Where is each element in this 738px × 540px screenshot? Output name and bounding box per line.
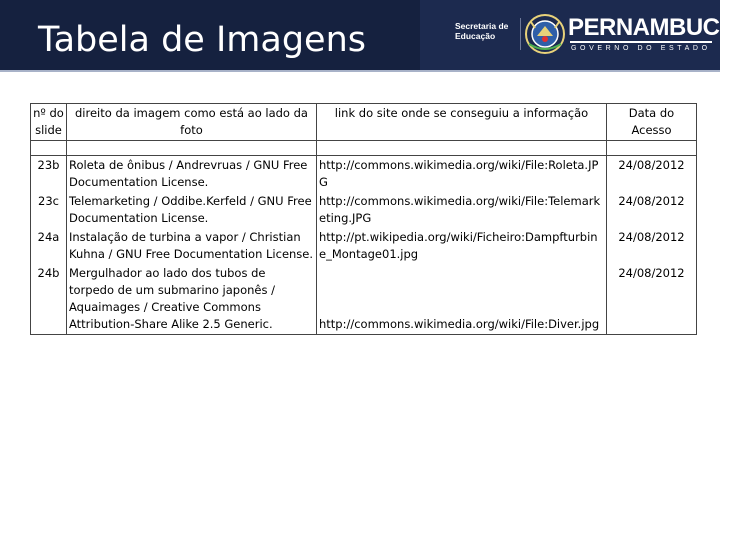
cell-date: 24/08/2012	[607, 228, 697, 264]
header-stripe	[0, 70, 720, 72]
cell-rights: Roleta de ônibus / Andrevruas / GNU Free Documentation License.	[67, 156, 317, 193]
brand-subtitle: GOVERNO DO ESTADO	[571, 45, 711, 52]
cell-slide: 23b	[31, 156, 67, 193]
brand-underline	[570, 41, 712, 43]
spacer-row	[31, 141, 697, 156]
cell-link: http://commons.wikimedia.org/wiki/File:Telemarketing.JPG	[317, 192, 607, 228]
page-title: Tabela de Imagens	[38, 20, 366, 60]
secretaria-label	[455, 21, 508, 41]
state-crest-icon	[523, 12, 567, 56]
cell-slide: 23c	[31, 192, 67, 228]
col-header-slide: nº do slide	[31, 104, 67, 141]
table-row	[31, 156, 697, 193]
cell-rights: Mergulhador ao lado dos tubos de torpedo de um submarino japonês / Aquaimages / Creative Commons Attribution-Share Alike 2.5 Generic.	[67, 264, 317, 335]
col-header-date: Data do Acesso	[607, 104, 697, 141]
slide-header	[0, 0, 738, 70]
table-row	[31, 264, 697, 335]
table-row	[31, 228, 697, 264]
cell-rights: Telemarketing / Oddibe.Kerfeld / GNU Free Documentation License.	[67, 192, 317, 228]
cell-link: http://pt.wikipedia.org/wiki/Ficheiro:Dampfturbine_Montage01.jpg	[317, 228, 607, 264]
col-header-link: link do site onde se conseguiu a informação	[317, 104, 607, 141]
secretaria-line2: Educação	[455, 31, 496, 41]
cell-rights: Instalação de turbina a vapor / Christian Kuhna / GNU Free Documentation License.	[67, 228, 317, 264]
table-row	[31, 192, 697, 228]
brand-name: PERNAMBUCO	[568, 14, 738, 41]
cell-date: 24/08/2012	[607, 264, 697, 335]
cell-date: 24/08/2012	[607, 192, 697, 228]
secretaria-line1: Secretaria de	[455, 21, 509, 31]
table-header-row	[31, 104, 697, 141]
image-table	[30, 103, 697, 335]
cell-link: http://commons.wikimedia.org/wiki/File:Roleta.JPG	[317, 156, 607, 193]
cell-date: 24/08/2012	[607, 156, 697, 193]
logo-divider	[520, 18, 521, 50]
cell-link: http://commons.wikimedia.org/wiki/File:Diver.jpg	[317, 264, 607, 335]
cell-slide: 24a	[31, 228, 67, 264]
col-header-rights: direito da imagem como está ao lado da foto	[67, 104, 317, 141]
cell-slide: 24b	[31, 264, 67, 335]
